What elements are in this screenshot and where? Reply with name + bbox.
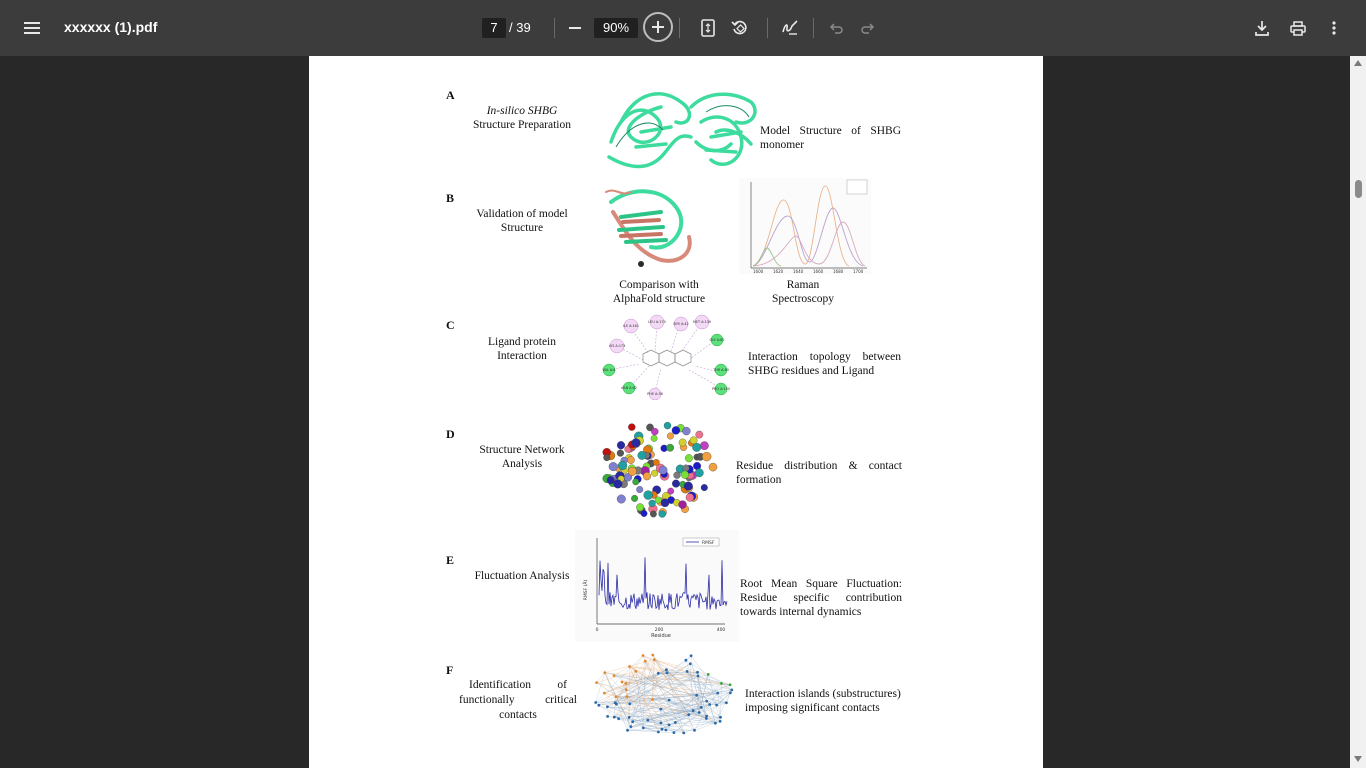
zoom-in-icon — [652, 21, 664, 33]
residue-node — [609, 462, 618, 471]
network-node — [692, 709, 695, 712]
panel-c-right-text — [748, 350, 901, 378]
residue-node — [667, 433, 674, 440]
residue-node — [650, 511, 656, 517]
network-node — [595, 681, 598, 684]
network-node — [597, 704, 600, 707]
redo-icon — [861, 22, 875, 34]
network-node — [665, 729, 668, 732]
residue-node — [617, 495, 626, 504]
protein-structure-image — [601, 82, 765, 176]
menu-button[interactable] — [18, 14, 46, 42]
residue-node — [690, 437, 697, 444]
text-line: Ligand protein — [487, 336, 557, 348]
panel-e-left-text — [459, 569, 585, 583]
network-node — [682, 732, 685, 735]
rotate-button[interactable] — [728, 14, 752, 42]
contact-edge — [597, 673, 605, 683]
panel-d-right-text — [736, 459, 902, 487]
ligand-residue-label: SER A:42 — [673, 322, 689, 326]
panel-d-left-text — [459, 443, 585, 471]
residue-node — [668, 488, 674, 494]
download-icon — [1255, 20, 1269, 36]
residue-node — [659, 466, 667, 474]
pdf-toolbar — [0, 0, 1366, 56]
residue-node — [709, 463, 717, 471]
panel-letter-a: A — [446, 88, 455, 102]
network-node — [657, 672, 660, 675]
residue-node — [664, 422, 671, 429]
undo-icon — [829, 22, 843, 34]
text-line: Interaction — [497, 350, 547, 362]
network-node — [657, 731, 660, 734]
zoom-level-input[interactable]: 90% — [594, 18, 638, 38]
contact-edge — [691, 656, 718, 693]
network-node — [705, 700, 708, 703]
print-icon — [1290, 21, 1306, 36]
network-node — [716, 692, 719, 695]
network-node — [660, 722, 663, 725]
vertical-scrollbar[interactable] — [1350, 56, 1366, 768]
text-line: Structure Network — [479, 444, 565, 456]
panel-f-left-text — [459, 678, 577, 723]
panel-e-right-text — [740, 577, 902, 619]
residue-node — [617, 441, 625, 449]
text-line: Validation of model — [476, 208, 568, 220]
network-node — [705, 717, 708, 720]
network-node — [666, 671, 669, 674]
network-node — [690, 654, 693, 657]
network-node — [729, 683, 732, 686]
panel-letter-b: B — [446, 191, 455, 205]
residue-node — [659, 511, 666, 518]
residue-node — [638, 451, 646, 459]
residue-node — [700, 442, 708, 450]
zoom-out-icon — [569, 22, 581, 34]
raman-xtick: 1600 — [753, 269, 764, 274]
ligand-residue-label: GLY A:80 — [709, 338, 725, 342]
network-node — [720, 682, 723, 685]
scroll-down-icon[interactable] — [1354, 756, 1362, 762]
document-viewer[interactable] — [0, 56, 1350, 768]
network-node — [628, 702, 631, 705]
residue-node — [685, 454, 693, 462]
text-line: Interaction islands (substructures) — [745, 688, 901, 700]
residue-node — [643, 472, 651, 480]
residue-node — [686, 493, 694, 501]
residue-node — [672, 480, 680, 488]
residue-node — [604, 454, 611, 461]
residue-node — [636, 486, 643, 493]
network-node — [695, 694, 698, 697]
undo-button[interactable] — [825, 14, 847, 42]
network-node — [714, 722, 717, 725]
residue-node — [628, 424, 635, 431]
zoom-in-button[interactable] — [643, 12, 673, 42]
panel-b-caption-raman — [753, 278, 853, 306]
network-node — [625, 688, 628, 691]
panel-letter-d: D — [446, 427, 455, 441]
residue-node — [679, 439, 686, 446]
network-node — [644, 660, 647, 663]
text-line: monomer — [760, 139, 805, 151]
residue-node — [695, 469, 703, 477]
residue-node — [633, 479, 639, 485]
network-node — [651, 698, 654, 701]
panel-b-left-text — [459, 207, 585, 235]
network-node — [685, 659, 688, 662]
text-line: functionally critical — [459, 694, 577, 706]
network-node — [725, 701, 728, 704]
panel-letter-e: E — [446, 553, 455, 567]
text-line: imposing significant contacts — [745, 702, 880, 714]
residue-node — [651, 435, 657, 441]
download-button[interactable] — [1250, 14, 1274, 42]
residue-node — [683, 465, 690, 472]
text-line: Residue specific contribution — [740, 592, 902, 604]
network-node — [646, 719, 649, 722]
ligand-residue-label: THR A:60 — [713, 368, 729, 372]
residue-node — [701, 484, 708, 491]
panel-a-left-text — [459, 104, 585, 132]
network-node — [686, 670, 689, 673]
network-node — [730, 689, 733, 692]
annotate-icon — [781, 20, 799, 36]
network-node — [729, 691, 732, 694]
panel-c-left-text — [459, 335, 585, 363]
text-line: Structure — [500, 222, 544, 234]
contact-edge — [614, 703, 615, 717]
ligand-residue-label: MET A:139 — [692, 320, 712, 324]
network-node — [613, 716, 616, 719]
ligand-residue-label: PHE A:56 — [647, 392, 663, 396]
zoom-out-button[interactable] — [562, 14, 588, 42]
residue-node — [674, 472, 681, 479]
raman-xtick: 1620 — [773, 269, 784, 274]
text-line: Identification of — [469, 679, 567, 691]
network-node — [617, 717, 620, 720]
network-node — [626, 729, 629, 732]
redo-button[interactable] — [857, 14, 879, 42]
pdf-page — [309, 56, 1043, 768]
annotate-button[interactable] — [778, 14, 802, 42]
network-node — [629, 725, 632, 728]
residue-node — [702, 452, 711, 461]
network-node — [642, 654, 645, 657]
text-line: In-silico SHBG — [486, 105, 558, 117]
raman-xtick: 1700 — [853, 269, 864, 274]
residue-node — [655, 497, 662, 504]
rmsf-xlabel: Residue — [651, 633, 671, 639]
scroll-up-icon[interactable] — [1354, 60, 1362, 66]
network-node — [698, 711, 701, 714]
text-line: Fluctuation Analysis — [474, 570, 570, 582]
text-line: Comparison with — [619, 279, 699, 291]
residue-node — [632, 439, 641, 448]
network-node — [668, 724, 671, 727]
network-node — [665, 668, 668, 671]
residue-node — [607, 476, 615, 484]
interaction-islands-network — [585, 646, 737, 742]
contact-edge — [654, 660, 689, 715]
text-line: formation — [736, 474, 782, 486]
toolbar-separator — [679, 18, 680, 38]
text-line: AlphaFold structure — [612, 293, 706, 305]
network-node — [624, 682, 627, 685]
print-button[interactable] — [1286, 14, 1310, 42]
panel-letter-f: F — [446, 663, 454, 677]
network-node — [696, 671, 699, 674]
network-node — [715, 704, 718, 707]
panel-a-right-text — [760, 124, 901, 152]
raman-xtick: 1640 — [793, 269, 804, 274]
network-node — [631, 720, 634, 723]
network-node — [615, 703, 618, 706]
network-node — [705, 715, 708, 718]
network-node — [674, 721, 677, 724]
network-node — [707, 673, 710, 676]
text-line: Structure Preparation — [472, 119, 572, 131]
rmsf-xtick: 0 — [595, 628, 599, 633]
rmsf-chart — [575, 530, 739, 642]
panel-b-caption-alphafold — [599, 278, 719, 306]
page-number-input[interactable]: 7 — [482, 18, 506, 38]
residue-node — [672, 426, 680, 434]
rotate-icon — [731, 19, 749, 37]
raman-xtick: 1660 — [813, 269, 824, 274]
network-node — [689, 662, 692, 665]
text-line: Residue distribution & contact — [736, 460, 902, 472]
toolbar-separator — [554, 18, 555, 38]
network-node — [659, 708, 662, 711]
network-node — [653, 658, 656, 661]
text-line: Raman — [786, 279, 820, 291]
network-node — [603, 671, 606, 674]
residue-node — [628, 467, 637, 476]
text-line: contacts — [499, 709, 537, 721]
ligand-residue-label: LEU A:170 — [648, 320, 666, 324]
ligand-residue-label: LYS A:173 — [608, 344, 626, 348]
contact-edge — [653, 660, 655, 700]
residue-node — [627, 456, 634, 463]
rmsf-ylabel: RMSF (Å) — [584, 579, 589, 601]
residue-node — [617, 450, 624, 457]
network-node — [603, 692, 606, 695]
fit-page-button[interactable] — [696, 14, 720, 42]
toolbar-separator — [813, 18, 814, 38]
contact-edge — [658, 732, 674, 733]
text-line: Spectroscopy — [772, 293, 834, 305]
text-line: Model Structure of SHBG — [760, 125, 901, 137]
raman-xtick: 1680 — [833, 269, 844, 274]
ligand-residue-label: ASN A:82 — [621, 386, 637, 390]
network-node — [615, 695, 618, 698]
panel-f-right-text — [745, 687, 915, 715]
network-node — [626, 695, 629, 698]
network-node — [651, 654, 654, 657]
residue-network-image — [597, 408, 723, 524]
residue-node — [666, 444, 673, 451]
residue-node — [661, 499, 669, 507]
rmsf-xtick: 400 — [716, 628, 726, 633]
more-icon — [1332, 21, 1336, 35]
network-node — [687, 713, 690, 716]
network-node — [673, 731, 676, 734]
ligand-interaction-diagram — [599, 314, 739, 400]
residue-node — [692, 443, 701, 452]
residue-node — [684, 482, 693, 491]
ligand-residue-label: PRO A:100 — [711, 387, 731, 391]
network-node — [708, 703, 711, 706]
network-node — [594, 701, 597, 704]
network-node — [693, 729, 696, 732]
network-node — [661, 728, 664, 731]
network-node — [613, 674, 616, 677]
alphafold-comparison-image — [601, 182, 699, 270]
text-line: Analysis — [501, 458, 543, 470]
ligand-residue-label: ILE A:161 — [623, 324, 639, 328]
text-line: Interaction topology between — [748, 351, 901, 363]
network-node — [668, 699, 671, 702]
residue-node — [696, 431, 703, 438]
rmsf-legend: RMSF — [702, 541, 715, 546]
network-node — [634, 670, 637, 673]
network-node — [606, 715, 609, 718]
scrollbar-thumb[interactable] — [1355, 180, 1362, 198]
panel-letter-c: C — [446, 318, 455, 332]
residue-node — [679, 501, 687, 509]
file-title: xxxxxx (1).pdf — [64, 19, 158, 35]
residue-node — [651, 428, 658, 435]
network-node — [719, 716, 722, 719]
network-node — [642, 727, 645, 730]
residue-node — [631, 495, 638, 502]
residue-node — [682, 427, 690, 435]
text-line: Root Mean Square Fluctuation: — [740, 578, 902, 590]
text-line: SHBG residues and Ligand — [748, 365, 875, 377]
network-node — [628, 716, 631, 719]
network-node — [621, 681, 624, 684]
network-node — [697, 675, 700, 678]
network-node — [719, 720, 722, 723]
residue-node — [614, 480, 623, 489]
residue-node — [618, 461, 627, 470]
toolbar-separator — [767, 18, 768, 38]
more-actions-button[interactable] — [1322, 14, 1346, 42]
menu-icon — [24, 22, 40, 34]
residue-node — [644, 491, 653, 500]
rmsf-xtick: 200 — [654, 628, 664, 633]
fit-page-icon — [701, 19, 715, 37]
network-node — [700, 706, 703, 709]
residue-node — [681, 471, 689, 479]
residue-node — [649, 500, 656, 507]
network-node — [606, 705, 609, 708]
ligand-residue-label: VAL A:6 — [602, 368, 616, 372]
raman-spectrum-chart — [739, 178, 871, 274]
text-line: towards internal dynamics — [740, 606, 862, 618]
residue-node — [641, 510, 647, 516]
page-total: / 39 — [509, 20, 531, 35]
residue-node — [653, 459, 659, 465]
residue-node — [636, 504, 644, 512]
network-node — [628, 665, 631, 668]
